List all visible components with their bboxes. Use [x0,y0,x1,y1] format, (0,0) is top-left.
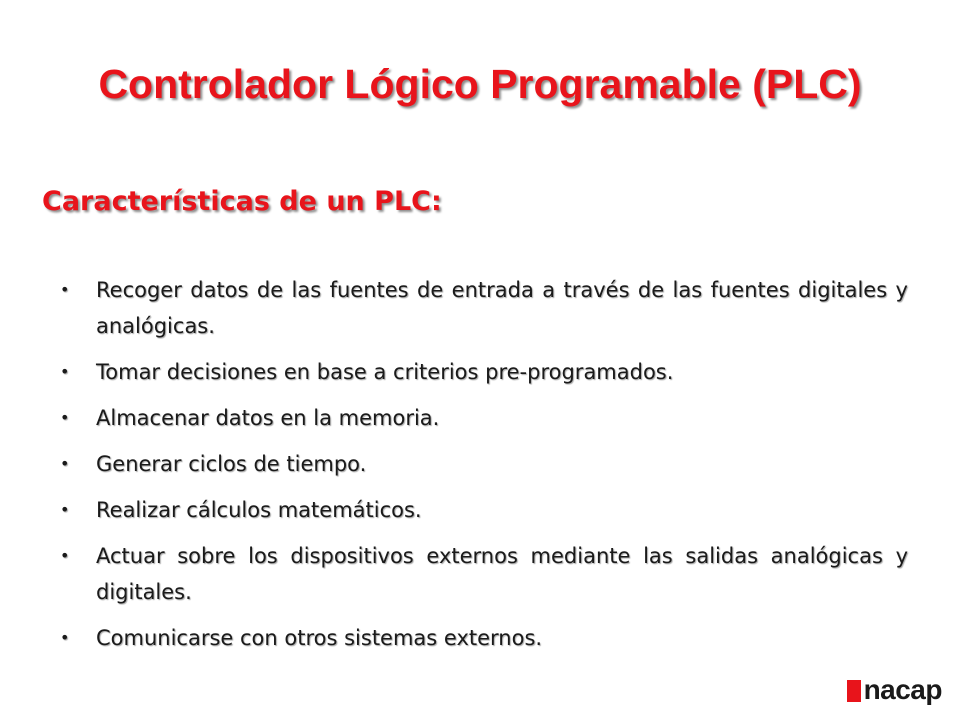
bullet-icon: • [60,454,70,473]
bullet-icon: • [60,628,70,647]
list-item-text: Recoger datos de las fuentes de entrada a través de las fuentes digitales y analógicas. [96,278,908,338]
bullet-icon: • [60,546,70,565]
list-item [58,620,908,656]
list-item [58,538,908,610]
section-subtitle: Características de un PLC: [42,186,442,217]
bullet-icon: • [60,500,70,519]
bullet-icon: • [60,408,70,427]
bullet-icon: • [60,280,70,299]
list-item-text: Realizar cálculos matemáticos. [96,498,422,522]
list-item [58,272,908,344]
list-item [58,354,908,390]
list-item-text: Actuar sobre los dispositivos externos mediante las salidas analógicas y digitales. [96,544,908,604]
list-item [58,446,908,482]
list-item-text: Generar ciclos de tiempo. [96,452,367,476]
logo-mark-icon [847,680,861,702]
list-item-text: Comunicarse con otros sistemas externos. [96,626,543,650]
bullet-icon: • [60,362,70,381]
list-item [58,400,908,436]
list-item-text: Almacenar datos en la memoria. [96,406,440,430]
logo-text: nacap [863,674,942,705]
list-item-text: Tomar decisiones en base a criterios pre-programados. [96,360,674,384]
characteristics-list [58,272,908,666]
list-item [58,492,908,528]
inacap-logo [847,674,942,704]
slide-title: Controlador Lógico Programable (PLC) [98,61,862,107]
